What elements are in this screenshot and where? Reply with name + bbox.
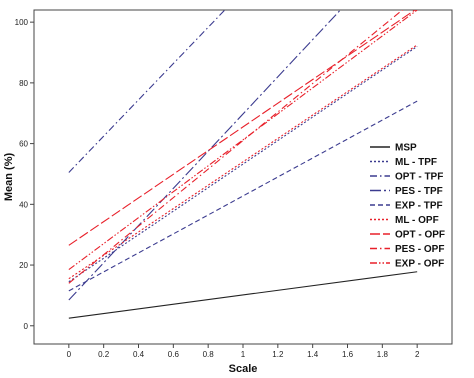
x-tick-label: 0 [66,350,72,359]
y-tick-label: 20 [19,261,28,271]
x-tick-label: 0.2 [98,350,110,359]
y-tick-label: 0 [23,321,28,331]
legend-label: EXP - TPF [395,200,443,212]
x-tick-label: 0.6 [167,350,179,359]
x-tick-label: 1 [240,350,246,359]
plot-area [34,10,452,344]
legend-label: OPT - TPF [395,171,444,183]
x-tick-label: 0.4 [132,350,145,359]
x-axis-title: Scale [228,363,258,375]
legend-label: PES - OPF [395,244,445,255]
x-tick-label: 0.8 [202,350,214,359]
legend-label: OPT - OPF [395,229,445,241]
y-tick-label: 40 [19,200,28,210]
legend-label: ML - OPF [395,215,439,226]
y-axis-title: Mean (%) [3,152,15,202]
x-tick-label: 1.2 [272,350,284,359]
x-tick-label: 2 [414,350,420,359]
x-tick-label: 1.4 [307,350,319,359]
y-tick-label: 60 [19,139,28,149]
y-tick-label: 100 [14,18,28,28]
legend-label: PES - TPF [395,186,443,197]
legend-label: EXP - OPF [395,258,445,270]
legend-label: MSP [395,142,417,154]
y-tick-label: 80 [19,78,28,88]
x-tick-label: 1.6 [341,350,354,359]
legend-label: ML - TPF [395,157,438,168]
x-tick-label: 1.8 [376,350,388,359]
